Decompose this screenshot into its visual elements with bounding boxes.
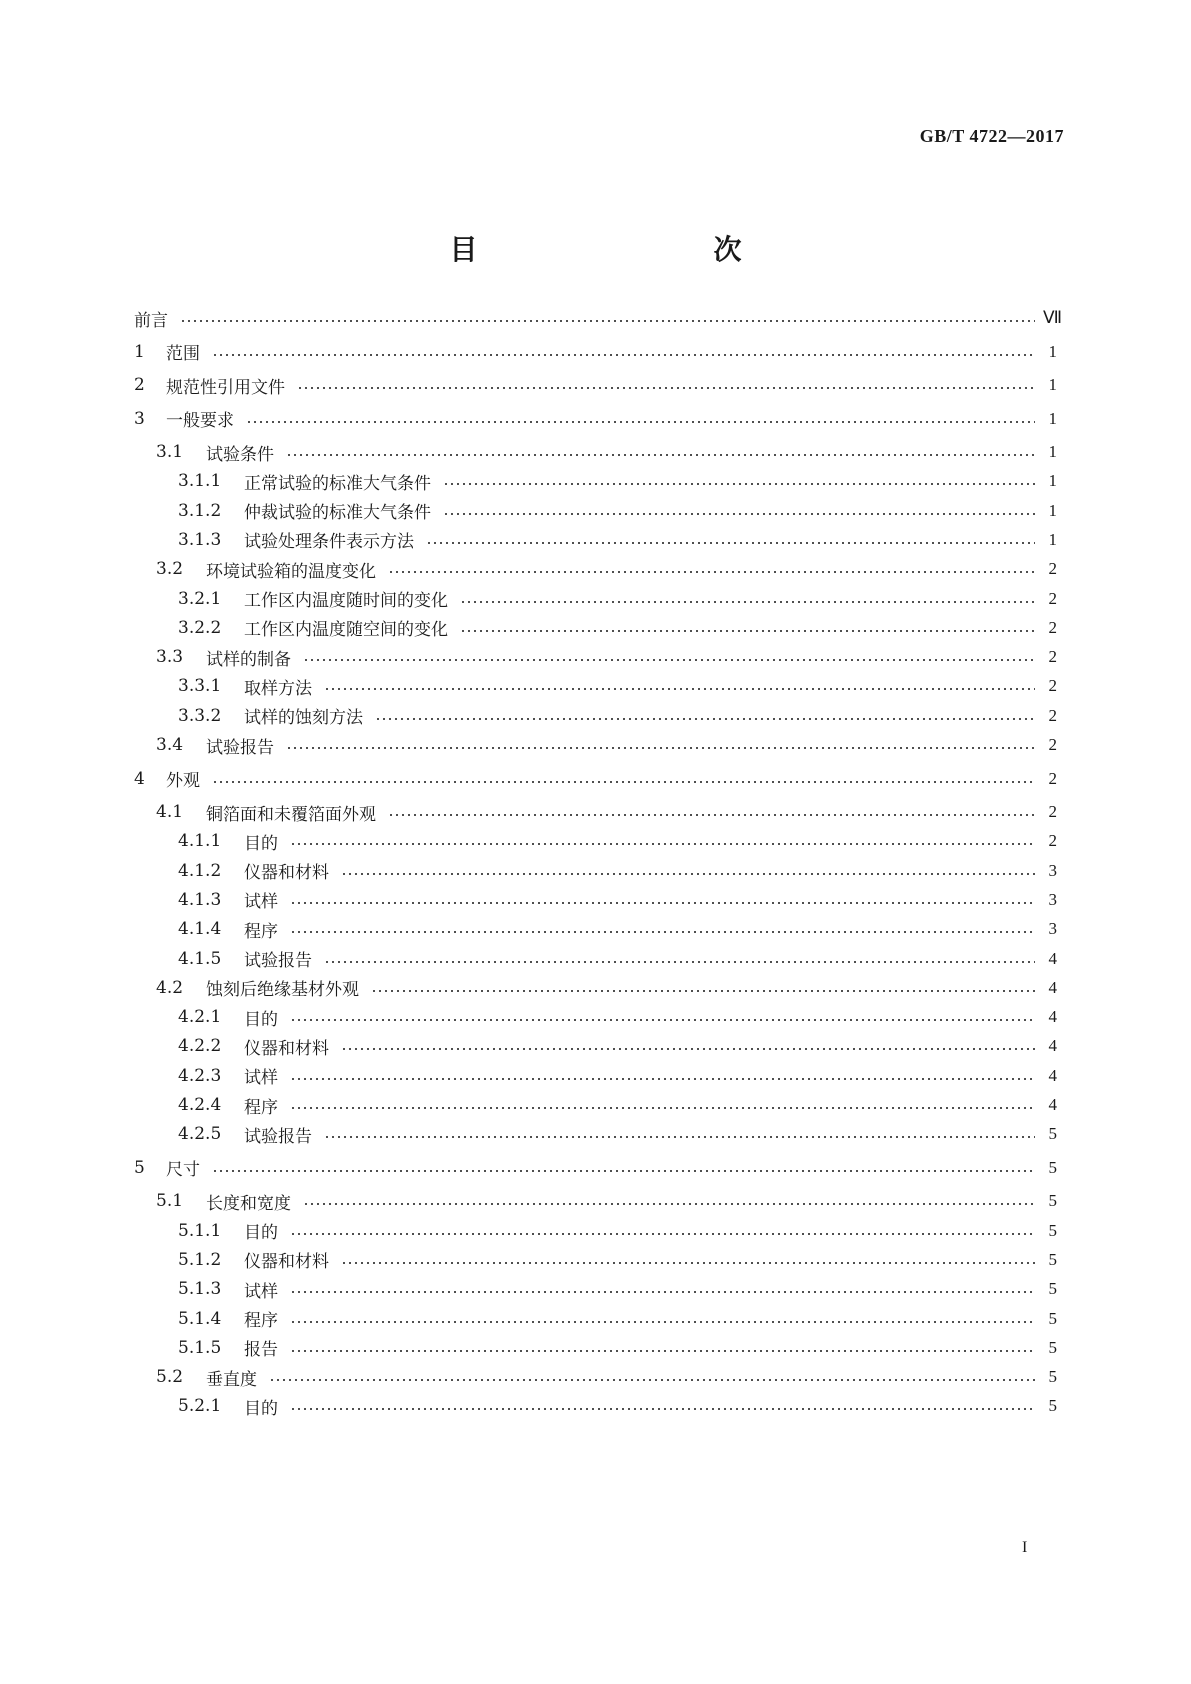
toc-entry[interactable] [134,701,1057,731]
toc-entry[interactable] [134,1119,1057,1149]
toc-entry-label: 目的 [244,1398,278,1419]
toc-entry-page: 1 [1048,408,1057,428]
toc-entry-page: 3 [1048,889,1057,909]
toc-entry-number: 4.1.5 [178,948,222,969]
toc-entry[interactable] [134,613,1057,643]
toc-entry-label: 蚀刻后绝缘基材外观 [206,980,359,1001]
toc-entry-label: 目的 [244,833,278,854]
toc-entry-label: 程序 [244,1311,278,1331]
toc-entry-label: 正常试验的标准大气条件 [244,473,431,494]
toc-entry-page: 3 [1048,860,1057,880]
toc-entry-number: 1 [134,341,145,362]
toc-entry-page: 2 [1048,559,1057,579]
toc-entry[interactable] [134,1090,1057,1120]
toc-entry-number: 4.1.3 [178,889,222,910]
toc-entry-page: 2 [1048,617,1057,637]
toc-entry-label: 试验条件 [206,444,274,465]
toc-entry-label: 仲裁试验的标准大气条件 [244,503,431,524]
toc-entry-number: 3.3.1 [178,676,222,697]
toc-leader-dots [324,944,1035,974]
toc-entry[interactable] [134,826,1057,856]
toc-entry-label: 外观 [166,771,200,791]
toc-entry-label: 一般要求 [166,411,234,431]
toc-entry[interactable] [134,1216,1057,1246]
toc-entry-page: 1 [1048,529,1057,549]
toc-entry-page: 5 [1048,1249,1057,1269]
toc-leader-dots [212,1153,1035,1183]
toc-entry-label: 仪器和材料 [244,1252,329,1273]
toc-entry-number: 4.1.4 [178,919,222,940]
toc-entry-label: 程序 [244,1097,278,1118]
toc-entry-number: 3.3.2 [178,705,222,726]
toc-leader-dots [212,337,1035,367]
toc-entry[interactable] [134,437,1057,467]
toc-entry-label: 仪器和材料 [244,863,329,884]
toc-entry-number: 5.1.1 [178,1220,222,1241]
toc-leader-dots [290,1304,1035,1334]
toc-entry[interactable] [134,1304,1057,1334]
toc-entry-number: 3.3 [156,647,184,668]
toc-entry-page: 5 [1048,1337,1057,1357]
toc-entry-number: 4 [134,768,145,789]
toc-entry-number: 4.2.2 [178,1036,222,1057]
toc-entry[interactable] [134,944,1057,974]
toc-entry[interactable] [134,730,1057,760]
toc-entry-page: 5 [1048,1396,1057,1416]
toc-entry[interactable] [134,584,1057,614]
toc-entry-page: 1 [1048,442,1057,461]
standard-code: GB/T 4722—2017 [919,126,1064,146]
toc-entry-label: 试样的蚀刻方法 [244,708,363,729]
toc-entry[interactable] [134,797,1057,827]
toc-entry[interactable] [134,496,1057,526]
toc-entry[interactable] [134,303,1063,333]
toc-entry-number: 3.1 [156,442,184,462]
toc-entry-label: 尺寸 [166,1160,200,1181]
toc-leader-dots [290,1391,1035,1421]
toc-entry-number: 3.4 [156,735,184,755]
toc-entry-label: 试样的制备 [206,649,291,670]
toc-entry-page: 2 [1048,802,1057,821]
toc-entry-number: 4.2 [156,977,184,998]
toc-leader-dots [371,973,1035,1003]
toc-entry-label: 报告 [244,1340,278,1361]
toc-entry[interactable] [134,466,1057,496]
toc-entry-number: 2 [134,375,145,395]
toc-entry-page: 4 [1048,1036,1057,1056]
toc-entry-number: 4.1.1 [178,831,222,852]
toc-leader-dots [290,1333,1035,1363]
toc-entry-number: 5.1.3 [178,1279,222,1300]
toc-leader-dots [290,914,1035,944]
toc-entry[interactable] [134,1274,1057,1304]
toc-leader-dots [290,1274,1035,1304]
toc-entry-page: 2 [1048,768,1057,788]
toc-entry-page: 1 [1048,375,1057,394]
toc-leader-dots [297,370,1035,400]
page-title: 目 次 [449,233,802,266]
toc-entry-label: 试样 [244,1281,278,1302]
toc-leader-dots [180,303,1035,333]
toc-entry-page: 5 [1048,1157,1057,1177]
toc-leader-dots [246,404,1035,434]
toc-entry-label: 长度和宽度 [206,1193,291,1214]
toc-leader-dots [426,525,1035,555]
toc-entry-page: 1 [1048,500,1057,520]
toc-entry[interactable] [134,554,1057,584]
toc-leader-dots [290,1002,1035,1032]
toc-entry-page: Ⅶ [1043,308,1063,327]
toc-entry-label: 试验处理条件表示方法 [244,532,414,553]
toc-leader-dots [303,1186,1035,1216]
toc-entry-page: 2 [1048,588,1057,608]
toc-entry-label: 仪器和材料 [244,1038,329,1059]
toc-entry-page: 1 [1048,341,1057,361]
toc-entry-number: 5.1.2 [178,1249,222,1270]
toc-entry-page: 4 [1048,1007,1057,1027]
toc-leader-dots [375,701,1035,731]
toc-leader-dots [388,554,1035,584]
toc-leader-dots [460,584,1035,614]
toc-leader-dots [290,885,1035,915]
toc-entry-page: 5 [1048,1367,1057,1387]
toc-entry[interactable] [134,1061,1057,1091]
toc-entry-number: 3.1.3 [178,529,222,550]
toc-entry-label: 取样方法 [244,678,312,699]
toc-leader-dots [286,730,1035,760]
toc-entry-number: 4.2.4 [178,1095,222,1115]
toc-entry-label: 试验报告 [206,737,274,758]
toc-entry[interactable] [134,856,1057,886]
toc-entry-label: 前言 [134,310,168,331]
toc-entry-page: 2 [1048,647,1057,667]
toc-entry-page: 4 [1048,1065,1057,1085]
toc-entry-label: 垂直度 [206,1369,257,1390]
toc-entry[interactable] [134,885,1057,915]
toc-entry[interactable] [134,1391,1057,1421]
toc-entry-label: 试样 [244,1068,278,1089]
toc-entry[interactable] [134,1333,1057,1363]
toc-entry-page: 1 [1048,471,1057,491]
toc-entry-page: 5 [1048,1308,1057,1328]
toc-leader-dots [341,1031,1035,1061]
toc-entry-number: 3.2.1 [178,588,222,609]
toc-entry-number: 5.2.1 [178,1396,222,1417]
toc-entry[interactable] [134,337,1057,367]
toc-entry-number: 3.2.2 [178,617,222,638]
toc-leader-dots [286,437,1035,467]
toc-entry[interactable] [134,525,1057,555]
toc-entry-number: 4.1.2 [178,860,222,881]
toc-leader-dots [324,671,1035,701]
toc-entry-page: 4 [1048,977,1057,997]
toc-entry[interactable] [134,642,1057,672]
toc-entry-page: 5 [1048,1124,1057,1144]
toc-leader-dots [341,1245,1035,1275]
toc-entry-number: 3.1.1 [178,471,222,492]
toc-entry-page: 4 [1048,948,1057,968]
toc-leader-dots [460,613,1035,643]
toc-entry-label: 目的 [244,1009,278,1030]
toc-entry-label: 试验报告 [244,951,312,971]
toc-leader-dots [443,496,1035,526]
toc-entry[interactable] [134,914,1057,944]
toc-entry-number: 3 [134,408,145,429]
toc-entry-page: 5 [1048,1279,1057,1299]
toc-entry-number: 5 [134,1157,145,1178]
toc-entry-label: 工作区内温度随空间的变化 [244,620,448,641]
toc-leader-dots [290,1090,1035,1120]
toc-entry-page: 2 [1048,735,1057,754]
toc-entry-label: 工作区内温度随时间的变化 [244,591,448,611]
toc-entry[interactable] [134,973,1057,1003]
toc-entry[interactable] [134,671,1057,701]
toc-entry-page: 2 [1048,676,1057,696]
toc-entry-number: 4.2.3 [178,1065,222,1086]
toc-entry-number: 3.2 [156,559,184,580]
toc-leader-dots [212,764,1035,794]
toc-entry[interactable] [134,1362,1057,1392]
toc-entry-label: 铜箔面和未覆箔面外观 [206,804,376,825]
toc-entry-label: 试样 [244,892,278,913]
toc-entry-number: 4.2.5 [178,1124,222,1145]
toc-leader-dots [341,856,1035,886]
toc-leader-dots [269,1362,1035,1392]
toc-entry-page: 2 [1048,831,1057,851]
toc-entry-number: 3.1.2 [178,500,222,521]
toc-entry-page: 4 [1048,1095,1057,1114]
toc-entry[interactable] [134,404,1057,434]
toc-entry-page: 5 [1048,1220,1057,1240]
toc-entry-number: 5.1.4 [178,1308,222,1329]
toc-entry[interactable] [134,1031,1057,1061]
toc-entry[interactable] [134,1002,1057,1032]
toc-entry[interactable] [134,1245,1057,1275]
toc-entry-label: 试验报告 [244,1126,312,1147]
toc-entry-number: 5.1.5 [178,1337,222,1358]
toc-leader-dots [290,826,1035,856]
toc-entry-page: 5 [1048,1191,1057,1211]
toc-entry-label: 规范性引用文件 [166,377,285,398]
toc-entry-label: 目的 [244,1223,278,1244]
toc-leader-dots [290,1061,1035,1091]
toc-entry-page: 2 [1048,705,1057,725]
page-number: I [1022,1539,1028,1556]
toc-leader-dots [388,797,1035,827]
toc-leader-dots [290,1216,1035,1246]
toc-entry[interactable] [134,370,1057,400]
toc-entry-number: 5.2 [156,1367,184,1388]
toc-entry-label: 环境试验箱的温度变化 [206,561,376,582]
toc-entry-number: 4.2.1 [178,1007,222,1028]
toc-entry[interactable] [134,1153,1057,1183]
toc-leader-dots [324,1119,1035,1149]
toc-entry-page: 3 [1048,919,1057,939]
toc-entry-label: 范围 [166,344,200,364]
toc-entry-number: 5.1 [156,1191,184,1212]
toc-entry-number: 4.1 [156,802,184,822]
toc-entry[interactable] [134,764,1057,794]
toc-leader-dots [443,466,1035,496]
toc-entry[interactable] [134,1186,1057,1216]
toc-leader-dots [303,642,1035,672]
toc-entry-label: 程序 [244,921,278,942]
